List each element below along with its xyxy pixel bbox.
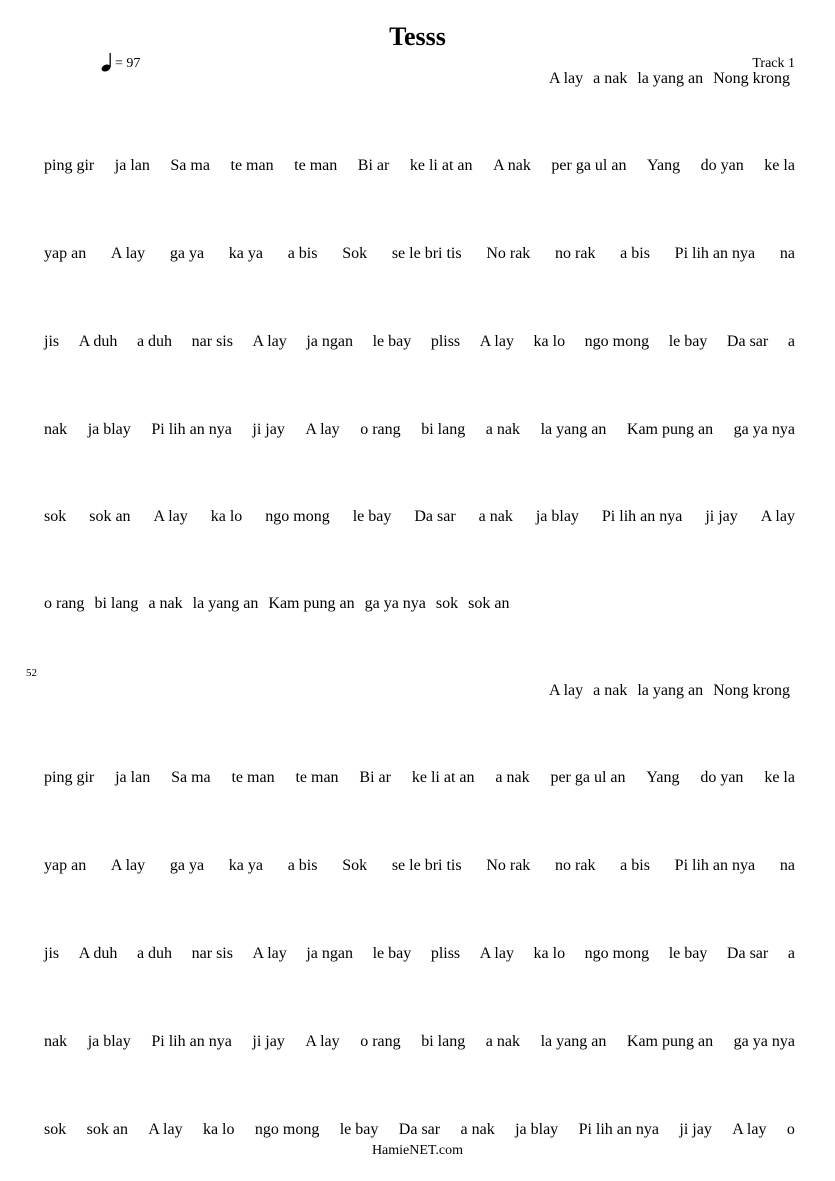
lyric-syllable: sok (435, 595, 459, 612)
lyric-syllable: te man (294, 157, 338, 174)
lyric-syllable: le bay (372, 945, 412, 962)
tempo-marking (101, 52, 140, 72)
lyric-line (44, 1033, 795, 1051)
lyric-syllable: Sa ma (171, 769, 211, 786)
lyric-syllable: ga ya nya (364, 595, 426, 612)
lyric-syllable: a bis (287, 245, 318, 262)
lyric-syllable: Nong krong (713, 682, 790, 699)
lyric-line (44, 945, 795, 963)
lyric-syllable: Pi lih an nya (601, 508, 683, 525)
lyric-syllable: te man (231, 769, 275, 786)
lyric-syllable: A lay (110, 245, 146, 262)
lyric-syllable: nar sis (191, 945, 233, 962)
lyric-syllable: A duh (78, 945, 118, 962)
lyric-line (44, 333, 795, 351)
lyric-line (44, 421, 795, 439)
lyric-syllable: per ga ul an (551, 157, 627, 174)
lyric-syllable: pliss (430, 945, 461, 962)
lyric-syllable: Bi ar (359, 769, 391, 786)
lyric-syllable: Pi lih an nya (674, 857, 756, 874)
lyric-syllable: Yang (647, 157, 681, 174)
lyric-syllable: sok (44, 1121, 67, 1138)
lyric-syllable: Kam pung an (626, 421, 714, 438)
lyric-syllable: A lay (760, 508, 795, 525)
lyric-syllable: A lay (732, 1121, 767, 1138)
lyric-syllable: Kam pung an (268, 595, 355, 612)
lyric-syllable: ja ngan (306, 945, 353, 962)
lyric-syllable: A lay (548, 70, 584, 87)
lyric-syllable: per ga ul an (550, 769, 626, 786)
lyric-syllable: Kam pung an (626, 1033, 714, 1050)
lyric-syllable: pliss (430, 333, 461, 350)
lyric-syllable: ji jay (252, 421, 285, 438)
lyric-syllable: A lay (305, 1033, 340, 1050)
lyric-syllable: A lay (479, 333, 514, 350)
lyric-syllable: Nong krong (713, 70, 790, 87)
lyric-syllable: no rak (555, 245, 596, 262)
lyric-syllable: ngo mong (584, 945, 650, 962)
lyric-syllable: nar sis (191, 333, 233, 350)
lyric-syllable: A lay (548, 682, 584, 699)
lyric-syllable: ka lo (533, 333, 566, 350)
lyric-line (44, 245, 795, 263)
lyric-line (44, 769, 795, 787)
lyric-syllable: Da sar (726, 945, 769, 962)
lyric-syllable: yap an (44, 245, 87, 262)
lyric-syllable: se le bri tis (391, 857, 462, 874)
lyric-line (44, 595, 795, 613)
lyric-line (44, 1121, 795, 1139)
lyric-syllable: a nak (148, 595, 183, 612)
lyric-syllable: sok (44, 508, 67, 525)
lyric-syllable: Yang (646, 769, 680, 786)
lyric-syllable: ja blay (87, 421, 131, 438)
lyric-line (44, 857, 795, 875)
lyric-syllable: a (787, 333, 795, 350)
quarter-note-icon (101, 52, 113, 72)
lyric-syllable: ka lo (202, 1121, 235, 1138)
lyric-syllable: Bi ar (357, 157, 390, 174)
lyric-syllable: ji jay (252, 1033, 285, 1050)
lyric-syllable: ga ya nya (733, 421, 795, 438)
lyric-syllable: ke la (764, 769, 795, 786)
lyric-line (44, 157, 795, 175)
lyric-syllable: jis (44, 333, 60, 350)
lyric-syllable: ga ya nya (733, 1033, 795, 1050)
lyric-syllable: na (779, 245, 795, 262)
lyric-syllable: ke li at an (411, 769, 475, 786)
tempo-text: = 97 (115, 56, 141, 71)
lyric-syllable: no rak (555, 857, 596, 874)
lyric-syllable: te man (230, 157, 274, 174)
lyric-syllable: ping gir (44, 769, 95, 786)
lyric-syllable: ka lo (210, 508, 243, 525)
lyric-syllable: ke li at an (409, 157, 473, 174)
lyric-syllable: Sok (342, 857, 368, 874)
lyric-syllable: A lay (148, 1121, 183, 1138)
lyric-syllable: do yan (700, 157, 744, 174)
lyric-syllable: No rak (486, 857, 531, 874)
lyric-line (44, 508, 795, 526)
lyric-syllable: a nak (593, 70, 628, 87)
lyric-syllable: a duh (136, 945, 173, 962)
lyric-syllable: le bay (372, 333, 412, 350)
lyric-syllable: Pi lih an nya (151, 1033, 232, 1050)
lyric-syllable: ngo mong (265, 508, 330, 525)
lyric-syllable: A duh (78, 333, 118, 350)
lyric-syllable: ngo mong (254, 1121, 320, 1138)
lyric-syllable: o rang (360, 1033, 401, 1050)
lyric-syllable: ja blay (515, 1121, 559, 1138)
lyric-syllable: ja blay (535, 508, 579, 525)
lyric-syllable: a nak (478, 508, 513, 525)
footer-credit: HamieNET.com (371, 1143, 464, 1158)
lyric-syllable: le bay (668, 945, 708, 962)
lyric-syllable: Pi lih an nya (674, 245, 756, 262)
lyric-syllable: a nak (495, 769, 530, 786)
lyric-syllable: la yang an (540, 1033, 607, 1050)
lyric-syllable: o (786, 1121, 795, 1138)
lyric-syllable: la yang an (192, 595, 259, 612)
lyric-syllable: a bis (287, 857, 318, 874)
lyric-syllable: a (787, 945, 795, 962)
lyric-syllable: la yang an (637, 70, 704, 87)
lyric-syllable: ga ya (169, 245, 205, 262)
lyric-syllable: le bay (352, 508, 392, 525)
lyric-syllable: sok an (89, 508, 131, 525)
lyric-syllable: a bis (620, 857, 650, 874)
lyric-syllable: le bay (339, 1121, 379, 1138)
lyric-syllable: se le bri tis (391, 245, 462, 262)
lyric-syllable: bi lang (94, 595, 139, 612)
lyric-syllable: ja blay (87, 1033, 131, 1050)
lyric-syllable: Sok (342, 245, 368, 262)
lyric-syllable: te man (295, 769, 339, 786)
lyric-syllable: ngo mong (584, 333, 650, 350)
lyric-syllable: a nak (460, 1121, 495, 1138)
lyric-line (539, 70, 790, 88)
lyric-syllable: a nak (593, 682, 628, 699)
lyric-syllable: a nak (485, 1033, 520, 1050)
lyric-syllable: ka lo (533, 945, 566, 962)
lyric-syllable: A lay (153, 508, 188, 525)
lyric-syllable: jis (44, 945, 60, 962)
lyric-syllable: ji jay (679, 1121, 712, 1138)
lyric-syllable: Sa ma (170, 157, 210, 174)
lyric-syllable: a nak (485, 421, 520, 438)
lyric-syllable: ja ngan (306, 333, 353, 350)
lyric-syllable: sok an (468, 595, 510, 612)
track-label: Track 1 (752, 56, 795, 71)
lyric-syllable: A lay (110, 857, 146, 874)
lyric-syllable: yap an (44, 857, 87, 874)
lyric-syllable: Pi lih an nya (151, 421, 232, 438)
lyric-syllable: ping gir (44, 157, 95, 174)
lyric-syllable: A lay (252, 945, 287, 962)
lyric-syllable: bi lang (421, 421, 466, 438)
lyric-syllable: ka ya (228, 245, 263, 262)
lyric-syllable: la yang an (540, 421, 607, 438)
lyric-syllable: A lay (305, 421, 340, 438)
lyric-syllable: ke la (764, 157, 795, 174)
lyric-syllable: nak (44, 1033, 68, 1050)
lyric-syllable: la yang an (637, 682, 704, 699)
lyric-syllable: do yan (700, 769, 744, 786)
lyric-syllable: ga ya (169, 857, 205, 874)
lyric-syllable: sok an (86, 1121, 128, 1138)
lyric-syllable: o rang (360, 421, 401, 438)
lyric-syllable: ji jay (705, 508, 738, 525)
lyric-syllable: A lay (479, 945, 514, 962)
lyric-syllable: nak (44, 421, 68, 438)
lyric-syllable: Pi lih an nya (578, 1121, 659, 1138)
lyric-syllable: o rang (44, 595, 85, 612)
lyric-syllable: A nak (493, 157, 531, 174)
lyric-syllable: bi lang (421, 1033, 466, 1050)
lyric-syllable: na (779, 857, 795, 874)
score-title: Tesss (389, 22, 446, 51)
lyric-syllable: Da sar (398, 1121, 441, 1138)
lyric-syllable: le bay (668, 333, 708, 350)
lyric-syllable: a bis (620, 245, 650, 262)
lyric-syllable: A lay (252, 333, 287, 350)
measure-number: 52 (26, 667, 37, 679)
lyric-syllable: ka ya (228, 857, 263, 874)
lyric-line (539, 682, 790, 700)
lyric-syllable: No rak (486, 245, 531, 262)
lyric-syllable: Da sar (414, 508, 456, 525)
lyric-syllable: Da sar (726, 333, 769, 350)
lyric-syllable: ja lan (115, 769, 151, 786)
lyric-syllable: ja lan (114, 157, 150, 174)
lyric-syllable: a duh (136, 333, 173, 350)
